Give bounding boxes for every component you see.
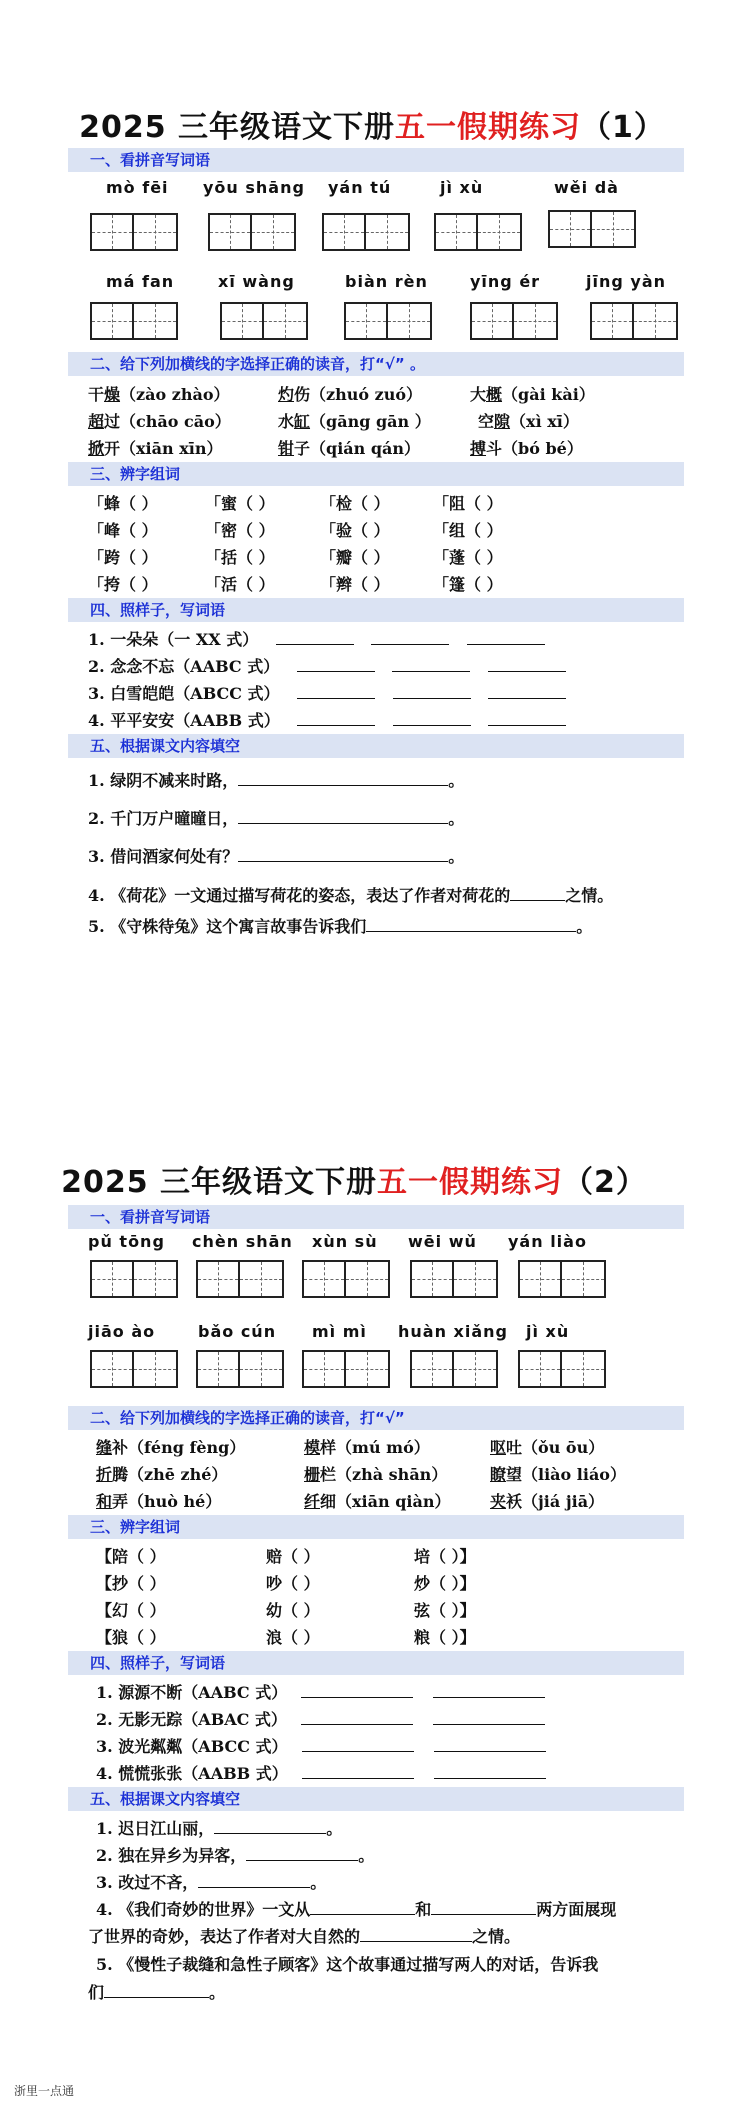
pinyin: wēi wǔ [408,1232,477,1251]
pattern-item: 2. 无影无踪（ABAC 式） [96,1707,545,1730]
reading-item: 搏斗（bó bé） [470,439,583,458]
pinyin: mò fēi [106,178,169,197]
pinyin: huàn xiǎng [398,1322,508,1341]
reading-item: 干燥（zào zhào） [88,385,230,404]
pinyin: jiāo ào [88,1322,156,1341]
reading-item: 纤细（xiān qiàn） [304,1492,451,1511]
word-group-item: 【陪（ ） [96,1547,166,1566]
writing-grid[interactable] [302,1350,390,1388]
writing-grid[interactable] [590,302,678,340]
word-group-item: 粮（ ）】 [414,1628,476,1647]
reading-item: 呕吐（ǒu ōu） [490,1438,605,1457]
reading-item: 和弄（huò hé） [96,1492,222,1511]
word-group-item: 赔（ ） [266,1547,320,1566]
pinyin: xī wàng [218,272,295,291]
p2-section4-header: 四、照样子，写词语 [68,1651,684,1675]
writing-grid[interactable] [548,210,636,248]
writing-grid[interactable] [344,302,432,340]
fill-item: 4. 《荷花》一文通过描写荷花的姿态，表达了作者对荷花的 之情。 [88,886,614,905]
word-group-item: 「峰（ ） [88,521,158,540]
reading-item: 大概（gài kài） [470,385,595,404]
word-group-item: 「瓣（ ） [320,548,390,567]
writing-grid[interactable] [302,1260,390,1298]
writing-grid[interactable] [470,302,558,340]
pinyin: biàn rèn [345,272,428,291]
fill-item: 们 。 [88,1983,226,2002]
fill-item: 3. 改过不吝， 。 [96,1873,327,1892]
writing-grid[interactable] [90,1350,178,1388]
word-group-item: 「跨（ ） [88,548,158,567]
reading-item: 折腾（zhē zhé） [96,1465,228,1484]
writing-grid[interactable] [518,1350,606,1388]
reading-item: 掀开（xiān xīn） [88,439,223,458]
word-group-item: 「括（ ） [205,548,275,567]
pattern-item: 3. 波光粼粼（ABCC 式） [96,1734,546,1757]
p2-section1-header: 一、看拼音写词语 [68,1205,684,1229]
p1-section5-header: 五、根据课文内容填空 [68,734,684,758]
pattern-item: 1. 一朵朵（一 XX 式） [88,627,545,650]
fill-item: 5. 《慢性子裁缝和急性子顾客》这个故事通过描写两人的对话，告诉我 [96,1955,599,1974]
word-group-item: 「辫（ ） [320,575,390,594]
reading-item: 模样（mú mó） [304,1438,430,1457]
reading-item: 夹袄（jiá jiā） [490,1492,605,1511]
reading-item: 灼伤（zhuó zuó） [278,385,423,404]
writing-grid[interactable] [410,1350,498,1388]
pinyin: yīng ér [470,272,541,291]
writing-grid[interactable] [322,213,410,251]
fill-item: 1. 绿阴不减来时路， 。 [88,771,465,790]
reading-item: 超过（chāo cāo） [88,412,231,431]
reading-item: 缝补（féng fèng） [96,1438,246,1457]
word-group-item: 培（ ）】 [414,1547,476,1566]
p1-section1-header: 一、看拼音写词语 [68,148,684,172]
writing-grid[interactable] [90,213,178,251]
fill-item: 2. 独在异乡为异客， 。 [96,1846,375,1865]
writing-grid[interactable] [90,1260,178,1298]
p2-section3-header: 三、辨字组词 [68,1515,684,1539]
pattern-item: 3. 白雪皑皑（ABCC 式） [88,681,566,704]
fill-item: 4. 《我们奇妙的世界》一文从 和 两方面展现 [96,1900,617,1919]
pinyin: yán tú [328,178,392,197]
p1-section2-header: 二、给下列加横线的字选择正确的读音，打“√” 。 [68,352,684,376]
word-group-item: 【抄（ ） [96,1574,166,1593]
fill-item: 2. 千门万户曈曈日， 。 [88,809,465,828]
word-group-item: 【幻（ ） [96,1601,166,1620]
fill-item: 3. 借问酒家何处有？ 。 [88,847,465,866]
pinyin: yán liào [508,1232,587,1251]
fill-item: 5. 《守株待兔》这个寓言故事告诉我们 。 [88,917,593,936]
pinyin: bǎo cún [198,1322,277,1341]
fill-item: 了世界的奇妙，表达了作者对大自然的 之情。 [88,1927,521,1946]
word-group-item: 「蜜（ ） [205,494,275,513]
pinyin: má fan [106,272,175,291]
word-group-item: 「密（ ） [205,521,275,540]
word-group-item: 炒（ ）】 [414,1574,476,1593]
pinyin: xùn sù [312,1232,378,1251]
word-group-item: 弦（ ）】 [414,1601,476,1620]
word-group-item: 「验（ ） [320,521,390,540]
word-group-item: 吵（ ） [266,1574,320,1593]
reading-item: 钳子（qián qán） [278,439,421,458]
word-group-item: 浪（ ） [266,1628,320,1647]
pinyin: jīng yàn [586,272,666,291]
pinyin: yōu shāng [203,178,305,197]
pattern-item: 4. 平平安安（AABB 式） [88,708,566,731]
pattern-item: 1. 源源不断（AABC 式） [96,1680,545,1703]
p2-section2-header: 二、给下列加横线的字选择正确的读音，打“√” [68,1406,684,1430]
pinyin: chèn shān [192,1232,293,1251]
pinyin: pǔ tōng [88,1232,165,1251]
word-group-item: 幼（ ） [266,1601,320,1620]
writing-grid[interactable] [410,1260,498,1298]
writing-grid[interactable] [208,213,296,251]
pinyin: jì xù [440,178,484,197]
reading-item: 空隙（xì xī） [478,412,579,431]
pinyin: wěi dà [554,178,619,197]
writing-grid[interactable] [518,1260,606,1298]
word-group-item: 「活（ ） [205,575,275,594]
writing-grid[interactable] [90,302,178,340]
fill-item: 1. 迟日江山丽， 。 [96,1819,343,1838]
word-group-item: 「蜂（ ） [88,494,158,513]
footer-watermark: 浙里一点通 [14,2084,75,2098]
word-group-item: 「组（ ） [433,521,503,540]
word-group-item: 「挎（ ） [88,575,158,594]
pattern-item: 2. 念念不忘（AABC 式） [88,654,566,677]
reading-item: 瞭望（liào liáo） [490,1465,626,1484]
p2-section5-header: 五、根据课文内容填空 [68,1787,684,1811]
word-group-item: 「蓬（ ） [433,548,503,567]
page2-title [0,1157,726,1201]
title-red-text: 五一假期练习 [377,1165,564,1200]
title-number: （1） [581,110,665,145]
title-number: （2） [563,1165,647,1200]
word-group-item: 「篷（ ） [433,575,503,594]
word-group-item: 「阻（ ） [433,494,503,513]
reading-item: 栅栏（zhà shān） [304,1465,448,1484]
pinyin: mì mì [312,1322,367,1341]
pattern-item: 4. 慌慌张张（AABB 式） [96,1761,546,1784]
title-text: 2025 三年级语文下册 [61,1165,378,1200]
title-text: 2025 三年级语文下册 [79,110,396,145]
p1-section4-header: 四、照样子，写词语 [68,598,684,622]
writing-grid[interactable] [220,302,308,340]
p1-section3-header: 三、辨字组词 [68,462,684,486]
page1-title [0,102,744,146]
title-red-text: 五一假期练习 [395,110,582,145]
writing-grid[interactable] [434,213,522,251]
reading-item: 水缸（gāng gān ） [278,412,431,431]
word-group-item: 【狼（ ） [96,1628,166,1647]
pinyin: jì xù [526,1322,570,1341]
word-group-item: 「检（ ） [320,494,390,513]
writing-grid[interactable] [196,1350,284,1388]
writing-grid[interactable] [196,1260,284,1298]
